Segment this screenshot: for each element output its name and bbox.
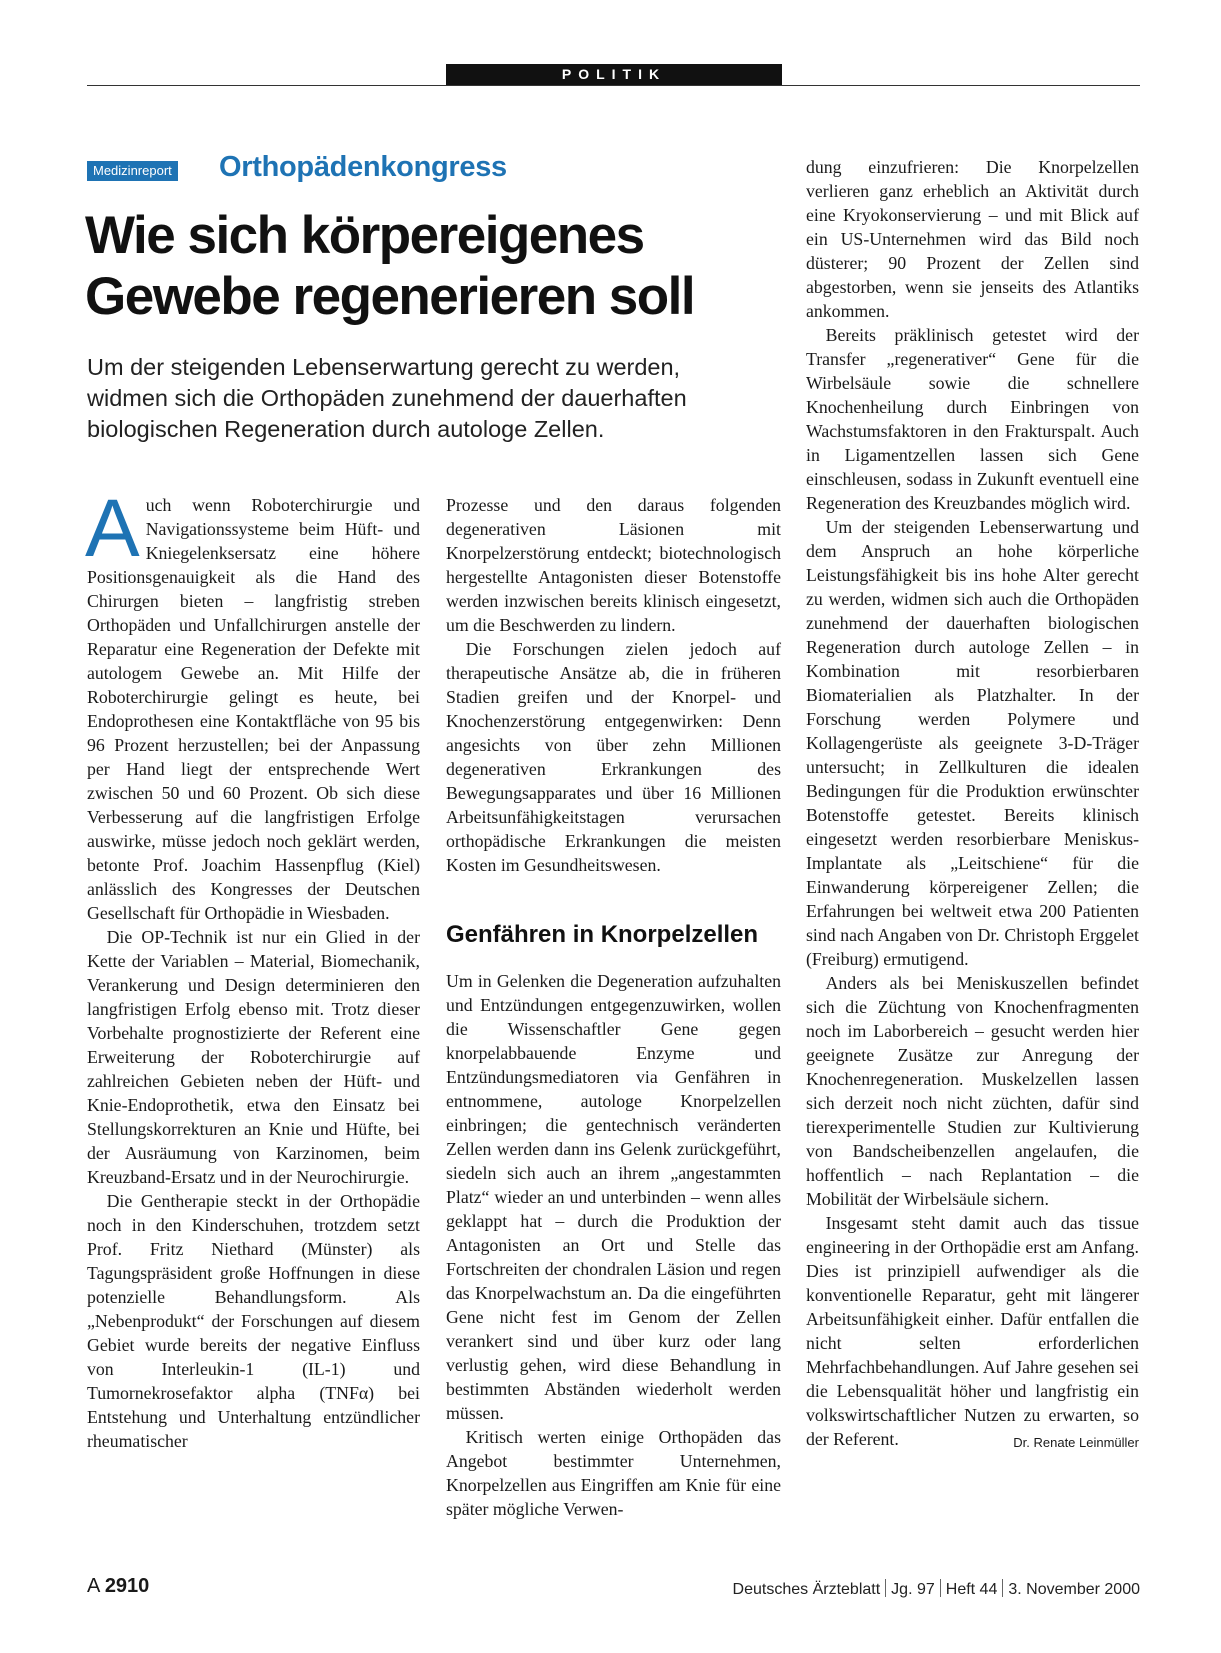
paragraph: Um der steigenden Lebenserwartung und dem Anspruch an hohe körperliche Leistungsfähigkeit bis ins hohe Alter gerecht zu werden, widmen sich auch die Orthopäden zunehmend der dauerhaften biologischen Regeneration durch autologe Zellen – in Kombination mit resorbierbaren Biomaterialien als Platzhalter. In der Forschung werden Polymere und Kollagengerüste als geeignete 3-D-Träger untersucht; in Zellkulturen die idealen Bedingungen für die Produktion erwünschter Botenstoffe getestet. Bereits klinisch eingesetzt werden resorbierbare Meniskus-Implantate als „Leitschiene“ für die Einwanderung körpereigener Zellen; die Erfahrungen bei weltweit etwa 200 Patienten sind nach Angaben von Dr. Christoph Erggelet (Freiburg) ermutigend. xyxy=(806,517,1139,969)
paragraph-text: Insgesamt steht damit auch das tissue engineering in der Orthopädie erst am Anfang. Dies ist prinzipiell aufwendiger als die konventionelle Reparatur, geht mit längerer Arbeitsunfähigkeit einher. Dafür entfallen die nicht selten erforderlichen Mehrfachbehandlungen. Auf Jahre gesehen sei die Lebensqualität höher und langfristig ein volkswirtschaftlicher Nutzen zu erwarten, so der Referent. xyxy=(806,1213,1139,1449)
subheading: Genfähren in Knorpelzellen xyxy=(446,921,759,948)
page-number-value: 2910 xyxy=(104,1575,150,1597)
paragraph xyxy=(806,1211,1139,1451)
footer-divider xyxy=(885,1579,886,1597)
journal-name: Deutsches Ärzteblatt xyxy=(732,1581,881,1598)
paragraph: Die Gentherapie steckt in der Orthopädie noch in den Kinderschuhen, trotzdem setzt Prof. Fritz Niethard (Münster) als Tagungspräsident große Hoffnungen in diese potenzielle Behandlungsform. Als „Nebenprodukt“ der Forschungen auf diesem Gebiet wurde bereits der negative Einfluss von Interleukin-1 (IL-1) und Tumornekrosefaktor alpha (TNFα) bei Entstehung und Unterhaltung entzündlicher rheumatischer xyxy=(87,1191,420,1451)
kicker-topic: Orthopädenkongress xyxy=(219,151,507,183)
page-prefix: A xyxy=(87,1575,100,1597)
journal-issue: Heft 44 xyxy=(945,1581,998,1598)
headline-line: Wie sich körpereigenes xyxy=(85,206,644,265)
headline xyxy=(85,205,785,327)
category-badge: Medizinreport xyxy=(87,161,178,181)
article-column-1 xyxy=(85,483,420,1453)
drop-cap: A xyxy=(85,483,140,574)
lede-line: Um der steigenden Lebenserwartung gerecht zu werden, xyxy=(87,354,681,380)
journal-volume: Jg. 97 xyxy=(891,1581,935,1598)
paragraph: Die OP-Technik ist nur ein Glied in der Kette der Variablen – Material, Biomechanik, Verankerung und Design determinieren den langfristigen Erfolg ebenso mit. Trotz dieser Vorbehalte prognostizierte der Referent eine Erweiterung der Roboterchirurgie auf zahlreichen Gebieten neben der Hüft- und Knie-Endoprothetik, etwa den Einsatz bei Stellungskorrekturen an Knie und Hüfte, bei der Ausräumung von Karzinomen, beim Kreuzband-Ersatz und in der Neurochirurgie. xyxy=(87,927,420,1187)
paragraph: Bereits präklinisch getestet wird der Transfer „regenerativer“ Gene für die Wirbelsäule sowie die schnellere Knochenheilung durch Einbringen von Wachstumsfaktoren in den Frakturspalt. Auch in Ligamentzellen lassen sich Gene einschleusen, sodass in Zukunft eventuell eine Regeneration des Kreuzbandes möglich wird. xyxy=(806,325,1139,513)
paragraph: Anders als bei Meniskuszellen befindet sich die Züchtung von Knochenfragmenten noch im Laborbereich – gesucht werden hier geeignete Zusätze zur Anregung der Knochenregeneration. Muskelzellen lassen sich derzeit noch nicht züchten, dafür sind tierexperimentelle Studien zur Kultivierung von Bandscheibenzellen angelaufen, die hoffentlich – nach Replantation – die Mobilität der Wirbelsäule sichern. xyxy=(806,973,1139,1209)
author-byline: Dr. Renate Leinmüller xyxy=(1013,1435,1139,1450)
section-label: POLITIK xyxy=(446,64,782,85)
paragraph: Die Forschungen zielen jedoch auf therapeutische Ansätze ab, die in früheren Stadien greifen und der Knorpel- und Knochenzerstörung entgegenwirken: Denn angesichts von über zehn Millionen degenerativen Erkrankungen des Bewegungsapparates und über 16 Millionen Arbeitsunfähigkeitstagen verursachen orthopädische Erkrankungen die meisten Kosten im Gesundheitswesen. xyxy=(446,639,781,875)
headline-line: Gewebe regenerieren soll xyxy=(85,267,695,326)
lede xyxy=(87,352,767,445)
kicker-row xyxy=(87,149,787,189)
paragraph-text: uch wenn Roboterchirurgie und Navigationssysteme beim Hüft- und Kniegelenksersatz eine höhere Positionsgenauigkeit als die Hand des Chirurgen bieten – langfristig streben Orthopäden und Unfallchirurgen anstelle der Reparatur eine Regeneration der Defekte mit autologem Gewebe an. Mit Hilfe der Roboterchirurgie gelingt es heute, bei Endoprothesen eine Kontaktfläche von 95 bis 96 Prozent herzustellen; bei der Anpassung per Hand liegt der entsprechende Wert zwischen 50 und 60 Prozent. Ob sich diese Verbesserung auf die langfristigen Erfolge auswirke, müsse jedoch noch geklärt werden, betonte Prof. Joachim Hassenpflug (Kiel) anlässlich des Kongresses der Deutschen Gesellschaft für Orthopädie in Wiesbaden. xyxy=(87,495,420,923)
page-number xyxy=(87,1575,149,1598)
article-column-3 xyxy=(806,155,1139,1455)
article-column-2 xyxy=(446,493,781,1521)
paragraph xyxy=(85,483,420,925)
lede-line: widmen sich die Orthopäden zunehmend der dauerhaften xyxy=(87,385,687,411)
paragraph: Kritisch werten einige Orthopäden das Angebot bestimmter Unternehmen, Knorpelzellen aus Eingriffen am Knie für eine später mögliche Verwen- xyxy=(446,1427,781,1519)
paragraph: Um in Gelenken die Degeneration aufzuhalten und Entzündungen entgegenzuwirken, wollen die Wissenschaftler Gene gegen knorpelabbauende Enzyme und Entzündungsmediatoren via Genfähren in entnommene, autologe Knorpelzellen einbringen; die gentechnisch veränderten Zellen werden dann ins Gelenk zurückgeführt, siedeln sich auch an ihrem „angestammten Platz“ wieder an und unterbinden – wenn alles geklappt hat – durch die Produktion der Antagonisten an Ort und Stelle das Fortschreiten der chondralen Läsion und regen das Knorpelwachstum an. Da die eingeführten Gene nicht fest im Genom der Zellen verankert sind und über kurz oder lang verlustig gehen, wird diese Behandlung in bestimmten Abständen wiederholt werden müssen. xyxy=(446,971,781,1423)
paragraph: Prozesse und den daraus folgenden degenerativen Läsionen mit Knorpelzerstörung entdeckt; biotechnologisch hergestellte Antagonisten dieser Botenstoffe werden inzwischen bereits klinisch eingesetzt, um die Beschwerden zu lindern. xyxy=(446,495,781,635)
journal-footer xyxy=(733,1579,1140,1599)
top-rule xyxy=(87,85,1140,86)
footer-divider xyxy=(1002,1579,1003,1597)
paragraph: dung einzufrieren: Die Knorpelzellen verlieren ganz erheblich an Aktivität durch eine Kryokonservierung – und mit Blick auf ein US-Unternehmen wird das Bild noch düsterer; 90 Prozent der Zellen sind abgestorben, wenn sie jenseits des Atlantiks ankommen. xyxy=(806,157,1139,321)
journal-date: 3. November 2000 xyxy=(1008,1581,1140,1598)
lede-line: biologischen Regeneration durch autologe Zellen. xyxy=(87,416,605,442)
footer-divider xyxy=(940,1579,941,1597)
